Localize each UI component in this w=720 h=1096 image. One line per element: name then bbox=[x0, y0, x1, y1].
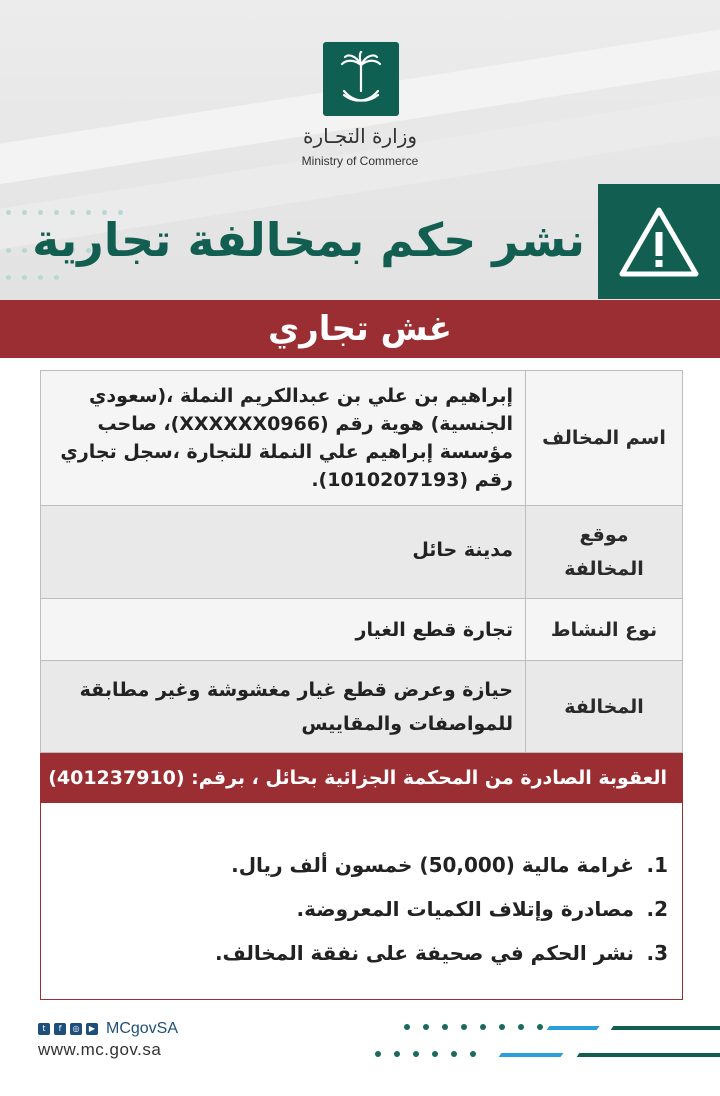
list-item bbox=[41, 887, 668, 931]
violator-name-value: إبراهيم بن علي بن عبدالكريم النملة ،(سعودي الجنسية) هوية رقم (XXXXXX0966)، صاحب مؤسسة إبراهيم علي النملة للتجارة ،سجل تجاري رقم (1010207193). bbox=[41, 371, 526, 506]
penalty-list bbox=[40, 803, 683, 1000]
list-item-number: 1. bbox=[646, 853, 668, 877]
facebook-icon[interactable]: f bbox=[54, 1023, 66, 1035]
decorative-dots bbox=[404, 1024, 543, 1030]
list-item-text: نشر الحكم في صحيفة على نفقة المخالف. bbox=[214, 941, 634, 965]
activity-type-label: نوع النشاط bbox=[526, 599, 683, 661]
decorative-dots bbox=[375, 1051, 476, 1057]
table-row bbox=[41, 506, 683, 599]
violation-category: غش تجاري bbox=[0, 300, 720, 358]
page-title: نشر حكم بمخالفة تجارية bbox=[32, 213, 585, 267]
decorative-bar bbox=[577, 1053, 720, 1057]
penalty-header: العقوبة الصادرة من المحكمة الجزائية بحائل ، برقم: (401237910) bbox=[40, 753, 683, 803]
social-handle[interactable]: MCgovSA bbox=[106, 1020, 179, 1037]
ministry-name-english: Ministry of Commerce bbox=[301, 154, 419, 168]
activity-type-value: تجارة قطع الغيار bbox=[41, 599, 526, 661]
table-row bbox=[41, 371, 683, 506]
twitter-icon[interactable]: t bbox=[38, 1023, 50, 1035]
website-link[interactable]: www.mc.gov.sa bbox=[38, 1040, 162, 1059]
list-item-number: 2. bbox=[646, 897, 668, 921]
list-item bbox=[41, 843, 668, 887]
violator-name-label: اسم المخالف bbox=[526, 371, 683, 506]
violation-label: المخالفة bbox=[526, 661, 683, 753]
decorative-bar bbox=[547, 1026, 600, 1030]
decorative-bar bbox=[611, 1026, 720, 1030]
violation-details-table bbox=[40, 370, 683, 753]
list-item-number: 3. bbox=[646, 941, 668, 965]
violation-location-label: موقع المخالفة bbox=[526, 506, 683, 599]
list-item bbox=[41, 931, 668, 975]
violation-location-value: مدينة حائل bbox=[41, 506, 526, 599]
instagram-icon[interactable]: ◎ bbox=[70, 1023, 82, 1035]
table-row bbox=[41, 661, 683, 753]
youtube-icon[interactable]: ▶ bbox=[86, 1023, 98, 1035]
violation-value: حيازة وعرض قطع غيار مغشوشة وغير مطابقة للمواصفات والمقاييس bbox=[41, 661, 526, 753]
ministry-name-arabic: وزارة التجـارة bbox=[302, 124, 418, 148]
palm-swords-emblem-icon bbox=[323, 42, 399, 116]
table-row bbox=[41, 599, 683, 661]
list-item-text: غرامة مالية (50,000) خمسون ألف ريال. bbox=[231, 853, 634, 877]
warning-triangle-icon bbox=[598, 184, 720, 299]
decorative-bar bbox=[499, 1053, 564, 1057]
list-item-text: مصادرة وإتلاف الكميات المعروضة. bbox=[296, 897, 634, 921]
social-links bbox=[38, 1020, 178, 1038]
